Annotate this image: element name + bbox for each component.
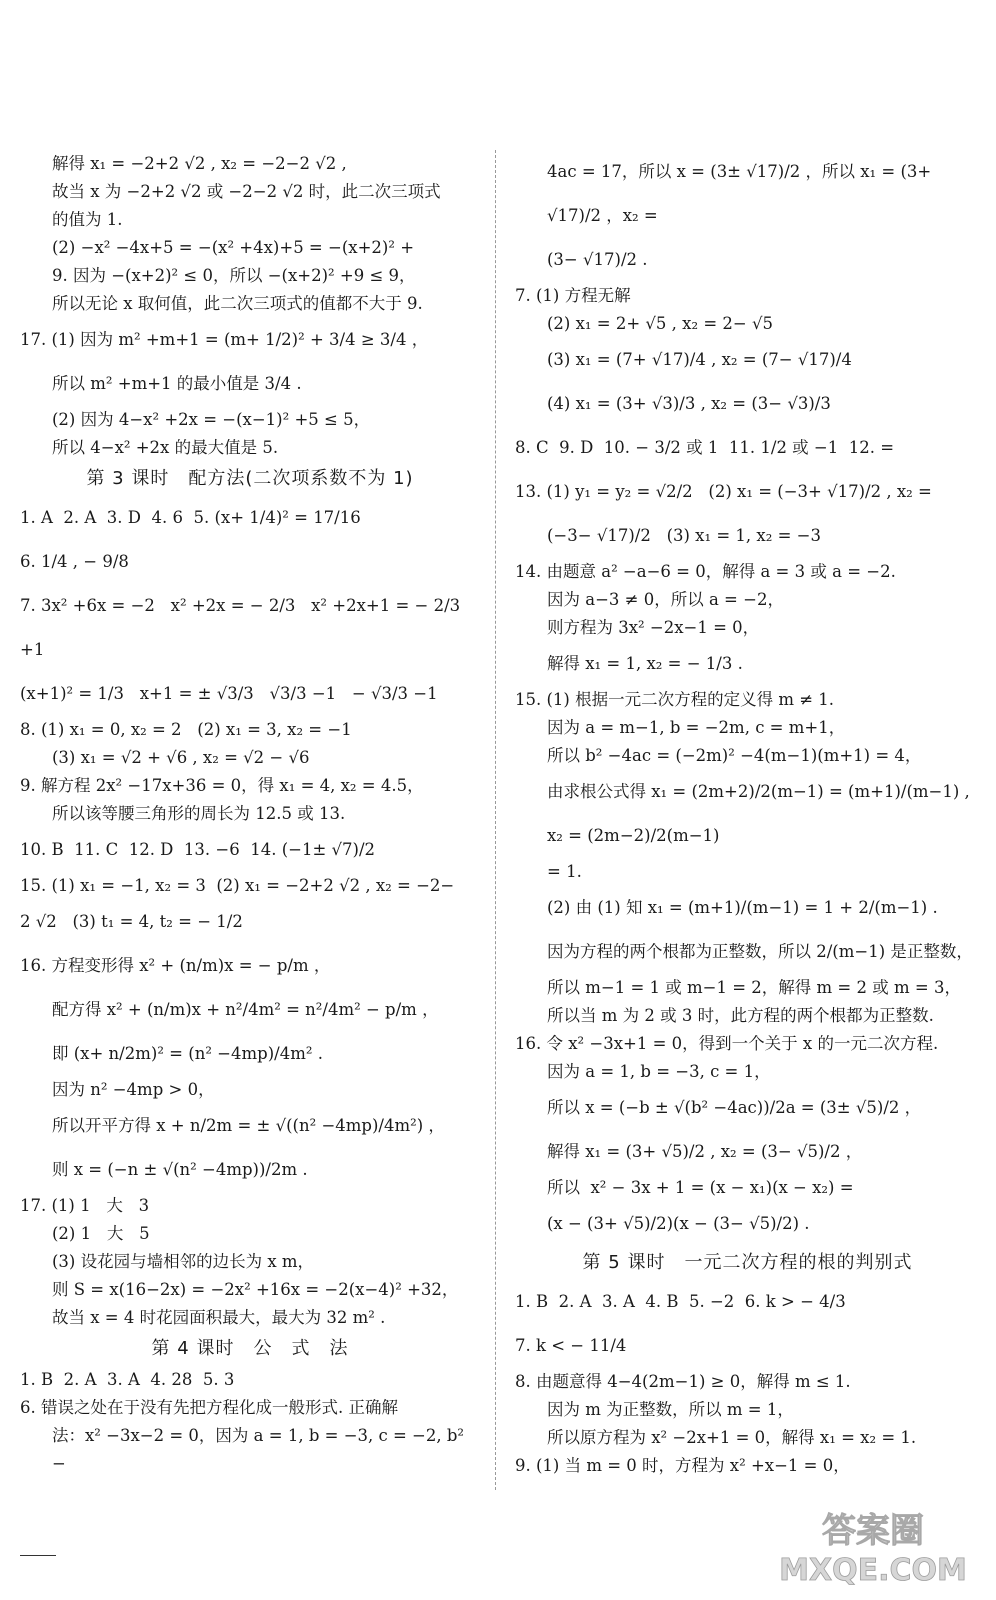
answer-line: 由求根公式得 x₁ = (2m+2)/2(m−1) = (m+1)/(m−1) , x₂ = (2m−2)/2(m−1) [547,782,976,845]
answer-line: 所以原方程为 x² −2x+1 = 0，解得 x₁ = x₂ = 1. [547,1428,917,1447]
answer-line: 7. 3x² +6x = −2 x² +2x = − 2/3 x² +2x+1 = − 2/3 +1 [20,596,466,659]
answer-line: 所以 b² −4ac = (−2m)² −4(m−1)(m+1) = 4， [547,746,922,765]
answer-line: (x+1)² = 1/3 x+1 = ± √3/3 √3/3 −1 − √3/3 −1 [20,684,438,703]
answer-line: 9. 解方程 2x² −17x+36 = 0，得 x₁ = 4, x₂ = 4.5， [20,776,424,795]
watermark-top-text: 答案圈 [822,1511,924,1551]
answer-line: 则 S = x(16−2x) = −2x² +16x = −2(x−4)² +32， [52,1280,459,1299]
answer-line: 6. 1/4 , − 9/8 [20,552,129,571]
answer-line: 17. (1) 因为 m² +m+1 = (m+ 1/2)² + 3/4 ≥ 3/4 ， [20,330,429,349]
answer-line: 8. (1) x₁ = 0, x₂ = 2 (2) x₁ = 3, x₂ = −1 [20,720,352,739]
answer-line: 则 x = (−n ± √(n² −4mp))/2m . [52,1160,308,1179]
answer-line: 则方程为 3x² −2x−1 = 0， [547,618,760,637]
answer-line: 1. A 2. A 3. D 4. 6 5. (x+ 1/4)² = 17/16 [20,508,361,527]
answer-line: (x − (3+ √5)/2)(x − (3− √5)/2) . [547,1214,810,1233]
answer-line: 15. (1) x₁ = −1, x₂ = 3 (2) x₁ = −2+2 √2 , x₂ = −2− [20,876,455,895]
answer-line: 10. B 11. C 12. D 13. −6 14. (−1± √7)/2 [20,840,376,859]
answer-line: (2) x₁ = 2+ √5 , x₂ = 2− √5 [547,314,773,333]
answer-line: 因为 a−3 ≠ 0，所以 a = −2， [547,590,784,609]
answer-line: 所以当 m 为 2 或 3 时，此方程的两个根都为正整数. [547,1006,934,1025]
answer-line: 因为方程的两个根都为正整数，所以 2/(m−1) 是正整数， [547,942,973,961]
lesson-heading: 第 3 课时 配方法(二次项系数不为 1) [86,468,414,489]
answer-line: 的值为 1. [52,210,123,229]
answer-line: 所以 x² − 3x + 1 = (x − x₁)(x − x₂) = [547,1178,854,1197]
answer-line: 1. B 2. A 3. A 4. B 5. −2 6. k > − 4/3 [515,1292,846,1311]
answer-line: 因为 n² −4mp > 0， [52,1080,215,1099]
answer-line: 所以 m−1 = 1 或 m−1 = 2，解得 m = 2 或 m = 3， [547,978,961,997]
answer-line: 所以开平方得 x + n/2m = ± √((n² −4mp)/4m²) ， [52,1116,445,1135]
answer-line: 因为 a = m−1, b = −2m, c = m+1， [547,718,846,737]
answer-line: (2) 由 (1) 知 x₁ = (m+1)/(m−1) = 1 + 2/(m−1) . [547,898,938,917]
answer-line: 4ac = 17，所以 x = (3± √17)/2 ，所以 x₁ = (3+ √17)/2 ，x₂ = [547,162,937,225]
answer-line: 故当 x = 4 时花园面积最大，最大为 32 m² . [52,1308,386,1327]
answer-line: 1. B 2. A 3. A 4. 28 5. 3 [20,1370,235,1389]
answer-line: 所以 4−x² +2x 的最大值是 5. [52,438,279,457]
answer-line: 因为 a = 1, b = −3, c = 1， [547,1062,771,1081]
answer-line: (2) 1 大 5 [52,1224,150,1243]
answer-line: 故当 x 为 −2+2 √2 或 −2−2 √2 时，此二次三项式 [52,182,441,201]
answer-line: 9. 因为 −(x+2)² ≤ 0，所以 −(x+2)² +9 ≤ 9， [52,266,416,285]
answer-line: 16. 令 x² −3x+1 = 0，得到一个关于 x 的一元二次方程. [515,1034,939,1053]
answer-line: (3) 设花园与墙相邻的边长为 x m， [52,1252,315,1271]
answer-line: (4) x₁ = (3+ √3)/3 , x₂ = (3− √3)/3 [547,394,831,413]
answer-line: 7. (1) 方程无解 [515,286,631,305]
answer-line: 13. (1) y₁ = y₂ = √2/2 (2) x₁ = (−3+ √17)/2 , x₂ = [515,482,932,501]
answer-line: 8. 由题意得 4−4(2m−1) ≥ 0，解得 m ≤ 1. [515,1372,851,1391]
answer-line: 2 √2 (3) t₁ = 4, t₂ = − 1/2 [20,912,243,931]
column-divider [495,150,496,1490]
answer-line: 解得 x₁ = (3+ √5)/2 , x₂ = (3− √5)/2 ， [547,1142,863,1161]
answer-line: 即 (x+ n/2m)² = (n² −4mp)/4m² . [52,1044,323,1063]
answer-line: (2) 因为 4−x² +2x = −(x−1)² +5 ≤ 5， [52,410,371,429]
answer-line: 17. (1) 1 大 3 [20,1196,150,1215]
answer-line: 配方得 x² + (n/m)x + n²/4m² = n²/4m² − p/m ， [52,1000,439,1019]
site-watermark-logo [768,1502,978,1588]
answer-line: 解得 x₁ = −2+2 √2 , x₂ = −2−2 √2 , [52,154,347,173]
right-column [515,150,980,1480]
answer-line: 所以 m² +m+1 的最小值是 3/4 . [52,374,302,393]
watermark-bottom-text: MXQE.COM [779,1553,967,1588]
answer-line: 所以无论 x 取何值，此二次三项式的值都不大于 9. [52,294,423,313]
answer-line: 解得 x₁ = 1, x₂ = − 1/3 . [547,654,743,673]
answer-line: = 1. [547,862,582,881]
answer-line: 8. C 9. D 10. − 3/2 或 1 11. 1/2 或 −1 12. = [515,438,895,457]
answer-line: 9. (1) 当 m = 0 时，方程为 x² +x−1 = 0， [515,1456,850,1475]
answer-line: (3) x₁ = (7+ √17)/4 , x₂ = (7− √17)/4 [547,350,852,369]
answer-line: (2) −x² −4x+5 = −(x² +4x)+5 = −(x+2)² + [52,238,415,257]
lesson-heading: 第 4 课时 公 式 法 [151,1338,349,1359]
answer-line: 所以该等腰三角形的周长为 12.5 或 13. [52,804,346,823]
answer-line: 15. (1) 根据一元二次方程的定义得 m ≠ 1. [515,690,835,709]
page-footer-rule [20,1555,56,1556]
lesson-heading: 第 5 课时 一元二次方程的根的判别式 [582,1252,913,1273]
answer-line: 16. 方程变形得 x² + (n/m)x = − p/m ， [20,956,331,975]
answer-line: 14. 由题意 a² −a−6 = 0，解得 a = 3 或 a = −2. [515,562,896,581]
answer-line: (3− √17)/2 . [547,250,648,269]
answer-line: 因为 m 为正整数，所以 m = 1， [547,1400,794,1419]
left-column [20,150,480,1478]
answer-line: 7. k < − 11/4 [515,1336,627,1355]
answer-line: 所以 x = (−b ± √(b² −4ac))/2a = (3± √5)/2 ， [547,1098,922,1117]
answer-line: 6. 错误之处在于没有先把方程化成一般形式. 正确解 [20,1398,398,1417]
answer-line: 法：x² −3x−2 = 0，因为 a = 1, b = −3, c = −2, b² − [52,1426,470,1473]
answer-line: (−3− √17)/2 (3) x₁ = 1, x₂ = −3 [547,526,821,545]
answer-line: (3) x₁ = √2 + √6 , x₂ = √2 − √6 [52,748,310,767]
